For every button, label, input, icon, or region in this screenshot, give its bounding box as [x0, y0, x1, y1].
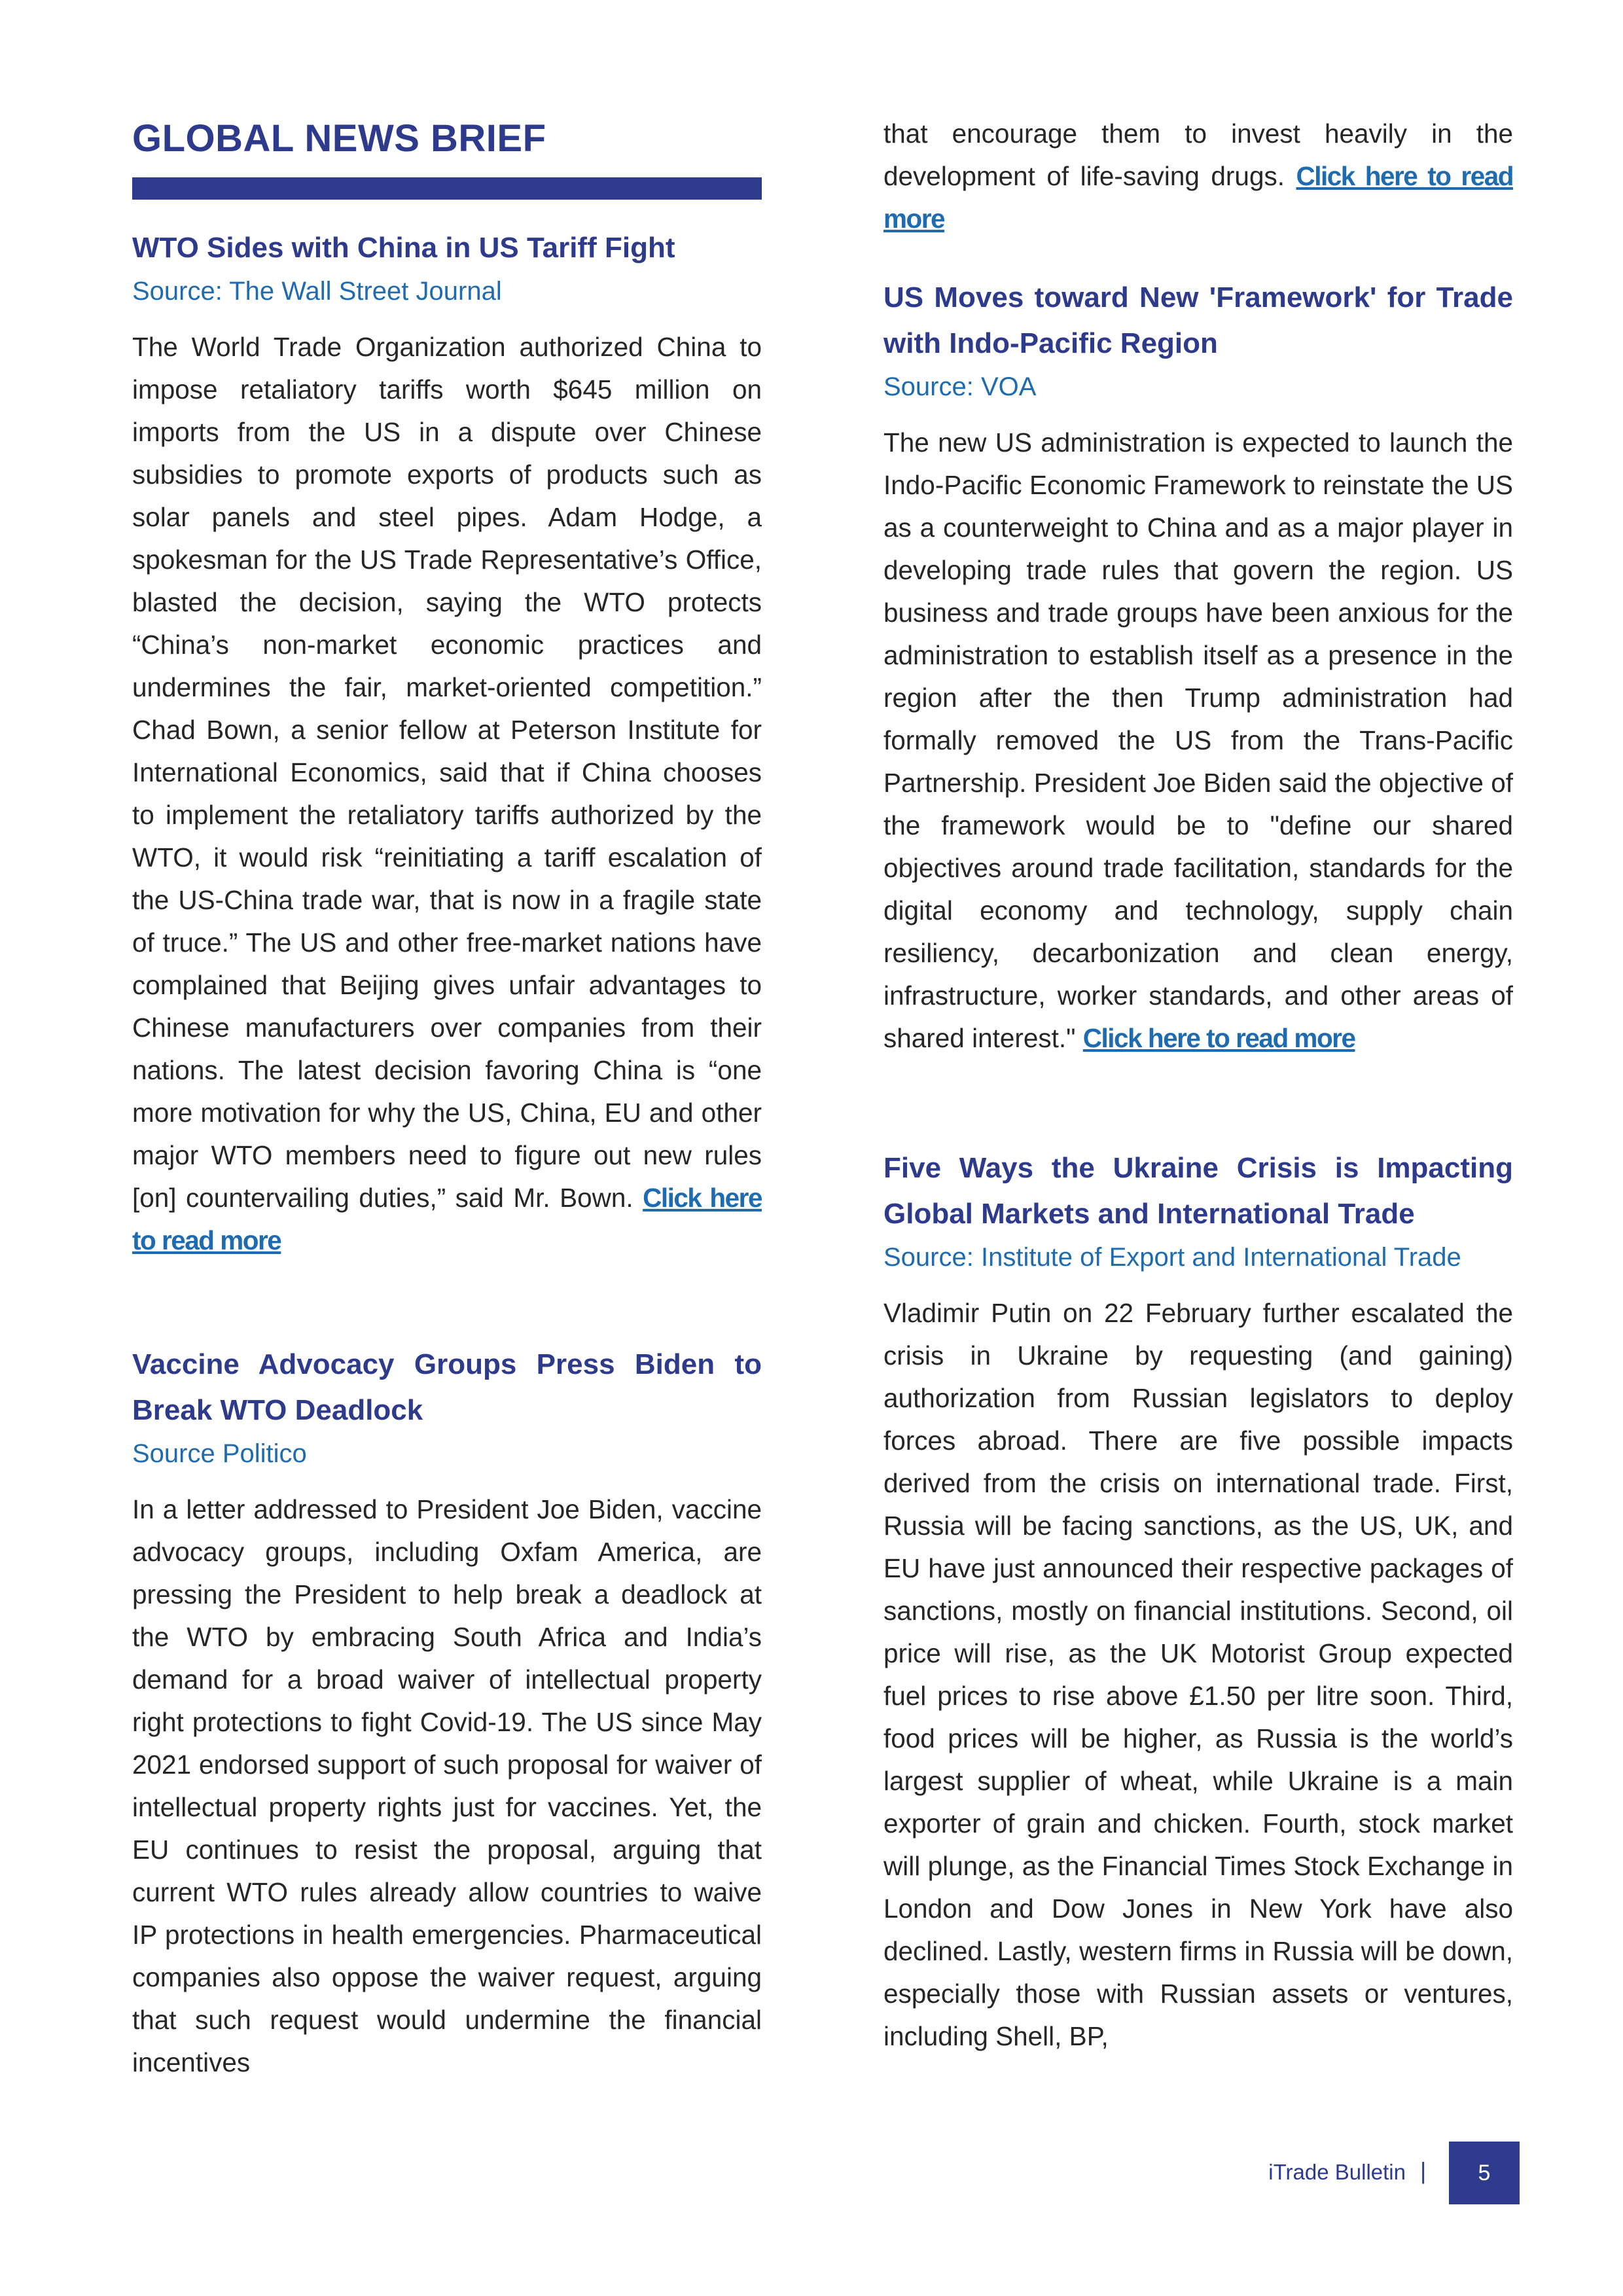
- article-wto-china: [132, 225, 762, 1262]
- article-vaccine-advocacy-continued: [883, 113, 1513, 240]
- read-more-link[interactable]: Click here to read more: [883, 161, 1513, 234]
- article-vaccine-advocacy: [132, 1342, 762, 2084]
- footer-publication-name: iTrade Bulletin: [1268, 2160, 1406, 2184]
- article-source: Source: Institute of Export and International Trade: [883, 1243, 1461, 1272]
- read-more-link[interactable]: Click here to read more: [132, 1183, 762, 1255]
- article-headline: Five Ways the Ukraine Crisis is Impacting Global Markets and International Trade: [883, 1152, 1513, 1230]
- article-headline: WTO Sides with China in US Tariff Fight: [132, 232, 675, 264]
- article-body-text: that encourage them to invest heavily in the development of life-saving drugs.: [883, 118, 1513, 191]
- article-body: [132, 326, 762, 1262]
- read-more-link[interactable]: Click here to read more: [1082, 1023, 1355, 1053]
- article-headline: Vaccine Advocacy Groups Press Biden to Break WTO Deadlock: [132, 1348, 762, 1426]
- article-headline: US Moves toward New 'Framework' for Trade with Indo-Pacific Region: [883, 281, 1513, 359]
- title-underline-bar: [132, 177, 762, 200]
- article-body-text: The World Trade Organization authorized China to impose retaliatory tariffs worth $645 million on imports from the US in a dispute over Chinese subsidies to promote exports of products such as solar panels and steel pipes. Adam Hodge, a spokesman for the US Trade Representative’s Office, blasted the decision, saying the WTO protects “China’s non-market economic practices and undermines the fair, market-oriented competition.” Chad Bown, a senior fellow at Peterson Institute for International Economics, said that if China chooses to implement the retaliatory tariffs authorized by the WTO, it would risk “reinitiating a tariff escalation of the US-China trade war, that is now in a fragile state of truce.” The US and other free-market nations have complained that Beijing gives unfair advantages to Chinese manufacturers over companies from their nations. The latest decision favoring China is “one more motivation for why the US, China, EU and other major WTO members need to figure out new rules [on] countervailing duties,” said Mr. Bown.: [132, 332, 762, 1213]
- article-indo-pacific: [883, 275, 1513, 1060]
- page-number: 5: [1449, 2142, 1520, 2204]
- article-source: Source: The Wall Street Journal: [132, 277, 502, 306]
- article-body: [883, 422, 1513, 1060]
- article-body: In a letter addressed to President Joe Biden, vaccine advocacy groups, including Oxfam America, are pressing the President to help break a deadlock at the WTO by embracing South Africa and India’s demand for a broad waiver of intellectual property right protections to fight Covid-19. The US since May 2021 endorsed support of such proposal for waiver of intellectual property rights just for vaccines. Yet, the EU continues to resist the proposal, arguing that current WTO rules already allow countries to waive IP protections in health emergencies. Pharmaceutical companies also oppose the waiver request, arguing that such request would undermine the financial incentives: [132, 1494, 762, 2077]
- article-body: Vladimir Putin on 22 February further escalated the crisis in Ukraine by requesting (and gaining) authorization from Russian legislators to deploy forces abroad. There are five possible impacts derived from the crisis on international trade. First, Russia will be facing sanctions, as the US, UK, and EU have just announced their respective packages of sanctions, mostly on financial institutions. Second, oil price will rise, as the UK Motorist Group expected fuel prices to rise above £1.50 per litre soon. Third, food prices will be higher, as Russia is the world’s largest supplier of wheat, while Ukraine is a main exporter of grain and chicken. Fourth, stock market will plunge, as the Financial Times Stock Exchange in London and Dow Jones in New York have also declined. Lastly, western firms in Russia will be down, especially those with Russian assets or ventures, including Shell, BP,: [883, 1298, 1513, 2051]
- article-source: Source Politico: [132, 1439, 307, 1468]
- footer-separator: |: [1420, 2157, 1427, 2184]
- article-body-continued: [883, 113, 1513, 240]
- article-ukraine-crisis: [883, 1145, 1513, 2058]
- page-title: GLOBAL NEWS BRIEF: [132, 117, 546, 160]
- article-source: Source: VOA: [883, 372, 1037, 401]
- article-body-text: The new US administration is expected to launch the Indo-Pacific Economic Framework to reinstate the US as a counterweight to China and as a major player in developing trade rules that govern the region. US business and trade groups have been anxious for the administration to establish itself as a presence in the region after the then Trump administration had formally removed the US from the Trans-Pacific Partnership. President Joe Biden said the objective of the framework would be to "define our shared objectives around trade facilitation, standards for the digital economy and technology, supply chain resiliency, decarbonization and clean energy, infrastructure, worker standards, and other areas of shared interest.": [883, 427, 1513, 1053]
